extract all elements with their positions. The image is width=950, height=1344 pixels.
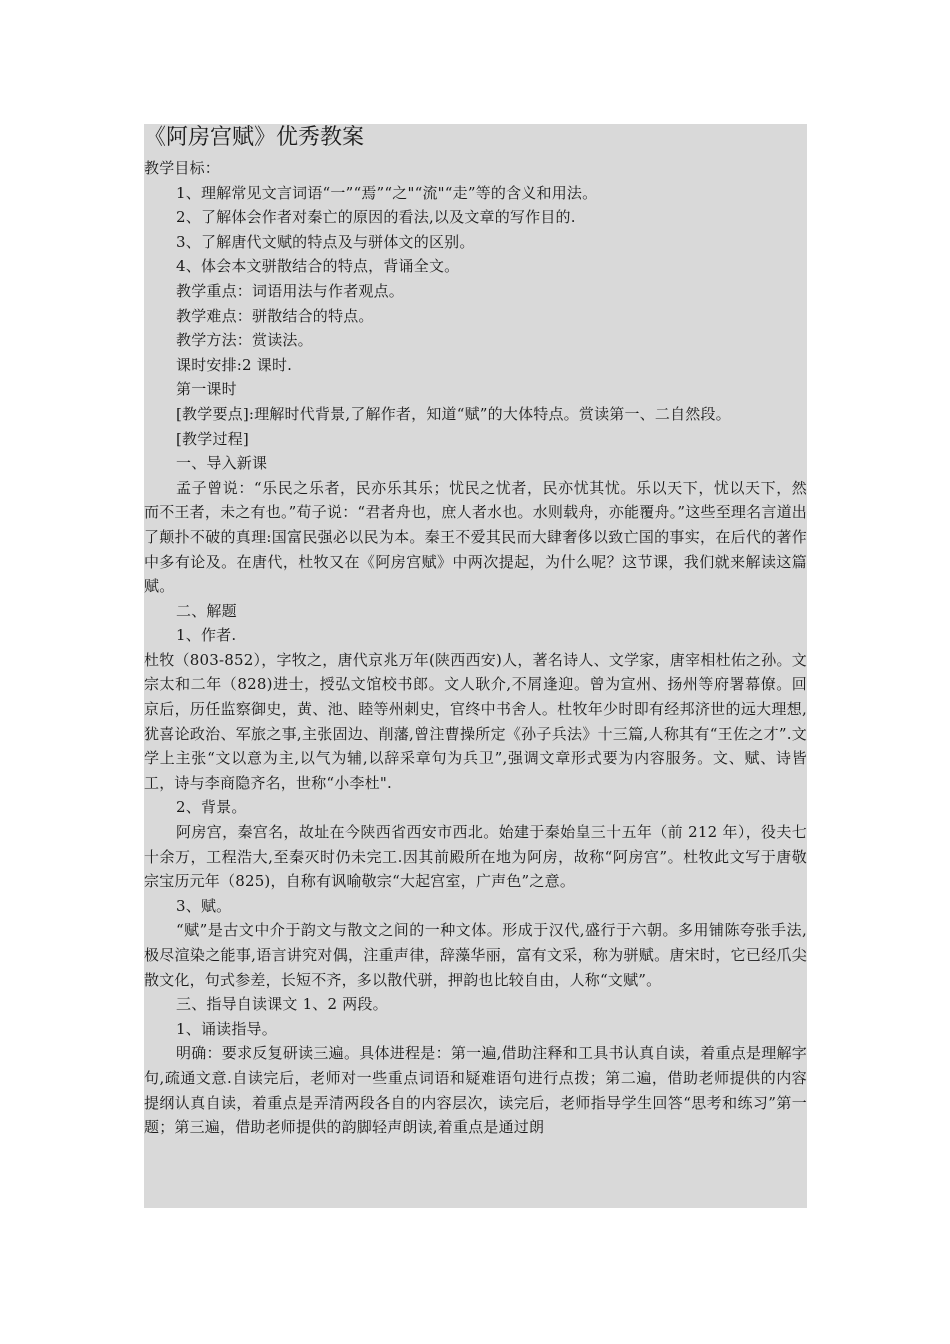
paragraph: 1、作者. (176, 626, 237, 645)
paragraph: “赋”是古文中介于韵文与散文之间的一种文体。形成于汉代,盛行于六朝。多用铺陈夸张手法,极尽渲染之能事,语言讲究对偶，注重声律，辞藻华丽，富有文采，称为骈赋。唐宋时，它已经爪尖散文化，句式参差，长短不齐，多以散代骈，押韵也比较自由，人称“文赋”。 (144, 921, 807, 989)
paragraph: 第一课时 (176, 380, 237, 399)
paragraph: 2、了解体会作者对秦亡的原因的看法,以及文章的写作目的. (176, 208, 576, 227)
paragraph: [教学过程] (176, 429, 249, 448)
paragraph: 三、指导自读课文 1、2 两段。 (176, 995, 388, 1014)
paragraph: 二、解题 (176, 601, 237, 620)
paragraph: 教学方法：赏读法。 (176, 331, 313, 350)
paragraph: 明确：要求反复研读三遍。具体进程是：第一遍,借助注释和工具书认真自读，着重点是理解字句,疏通文意.自读完后，老师对一些重点词语和疑难语句进行点拨；第二遍，借助老师提供的内容提纲认真自读，着重点是弄清两段各自的内容层次，读完后，老师指导学生回答“思考和练习”第一题；第三遍，借助老师提供的韵脚轻声朗读,着重点是通过朗 (144, 1044, 807, 1137)
paragraph: 课时安排:2 课时. (176, 355, 293, 374)
paragraph: 4、体会本文骈散结合的特点，背诵全文。 (176, 257, 460, 276)
paragraph: 3、了解唐代文赋的特点及与骈体文的区别。 (176, 232, 475, 251)
paragraph: 教学难点：骈散结合的特点。 (176, 306, 374, 325)
paragraph: 1、理解常见文言词语“一”“焉”“之"“流"“走”等的含义和用法。 (176, 183, 598, 202)
document-title: 《阿房宫赋》优秀教案 (144, 125, 365, 150)
document-body (144, 156, 807, 1140)
paragraph: 杜牧（803-852），字牧之，唐代京兆万年(陕西西安)人，著名诗人、文学家，唐宰相杜佑之孙。文宗太和二年（828)进士，授弘文馆校书郎。文人耿介,不屑逢迎。曾为宣州、扬州等府署幕僚。回京后，历任监察御史，黄、池、睦等州刺史，官终中书舍人。杜牧年少时即有经邦济世的远大理想,犹喜论政治、军旅之事,主张固边、削藩,曾注曹操所定《孙子兵法》十三篇,人称其有“王佐之才”.文学上主张“文以意为主,以气为辅,以辞采章句为兵卫”,强调文章形式要为内容服务。文、赋、诗皆工，诗与李商隐齐名，世称“小李杜". (144, 650, 807, 792)
paragraph: 阿房宫，秦宫名，故址在今陕西省西安市西北。始建于秦始皇三十五年（前 212 年），役夫七十余万，工程浩大,至秦灭时仍未完工.因其前殿所在地为阿房，故称“阿房宫”。杜牧此文写于唐敬宗宝历元年（825)，自称有讽喻敬宗“大起宫室，广声色”之意。 (144, 823, 807, 891)
paragraph: 孟子曾说：“乐民之乐者，民亦乐其乐；忧民之忧者，民亦忧其忧。乐以天下，忧以天下，然而不王者，未之有也。”荀子说：“君者舟也，庶人者水也。水则载舟，亦能覆舟。”这些至理名言道出了颠扑不破的真理:国富民强必以民为本。秦王不爱其民而大肆奢侈以致亡国的事实，在后代的著作中多有论及。在唐代，杜牧又在《阿房宫赋》中两次提起，为什么呢？这节课，我们就来解读这篇赋。 (144, 478, 807, 596)
paragraph: 3、赋。 (176, 896, 232, 915)
paragraph: 2、背景。 (176, 798, 247, 817)
paragraph: 教学重点：词语用法与作者观点。 (176, 281, 405, 300)
paragraph: 教学目标： (144, 159, 221, 177)
paragraph: [教学要点]:理解时代背景,了解作者，知道“赋”的大体特点。赏读第一、二自然段。 (176, 404, 731, 423)
paragraph: 1、诵读指导。 (176, 1019, 277, 1038)
paragraph: 一、导入新课 (176, 454, 268, 473)
document-page (144, 124, 807, 1208)
